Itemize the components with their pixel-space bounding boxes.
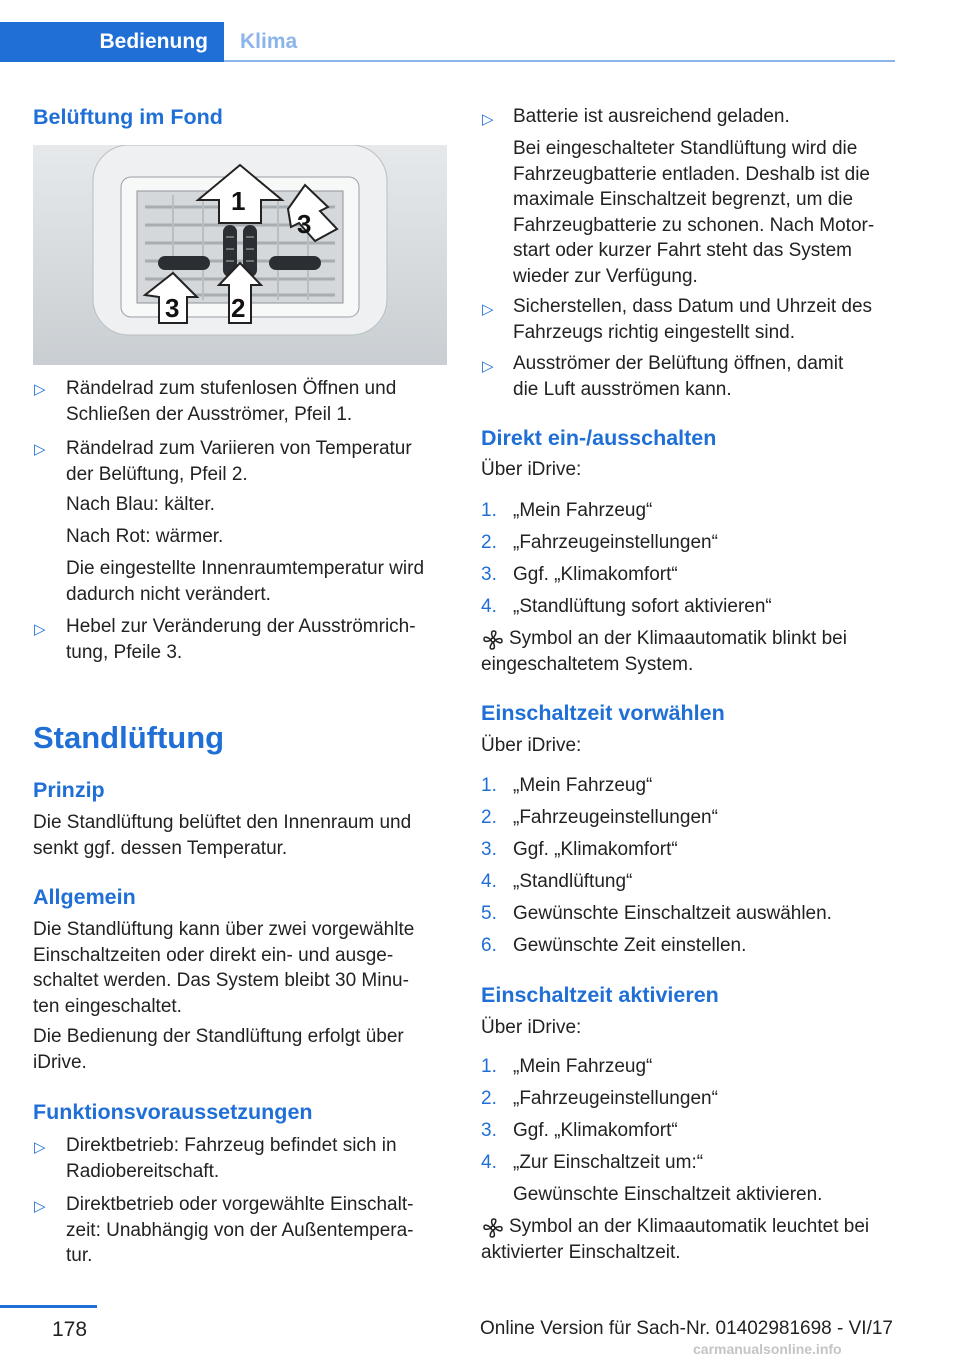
vorwaehlen-step-3: Ggf. „Klimakomfort“ (513, 839, 678, 860)
step-number: 4. (481, 1152, 497, 1173)
funktion-bullet-2: Direktbetrieb oder vorgewählte Einschalt‐ zeit: Unabhängig von der Außentempera‐ tur. (66, 1194, 414, 1266)
bullet-marker: ▷ (34, 1198, 46, 1215)
para-batterie-detail: Bei eingeschalteter Standlüftung wird die Fahrzeugbatterie entladen. Deshalb ist die maximale Einschaltzeit begrenzt, um die Fahrzeugbatterie zu schonen. Nach Motor‐ start oder kurzer Fahrt steht das System wieder zur Verfügung. (513, 138, 875, 287)
para-prinzip: Die Standlüftung belüftet den Innenraum und senkt ggf. dessen Temperatur. (33, 812, 412, 859)
direkt-note: Symbol an der Klimaautomatik blinkt bei eingeschaltetem System. (481, 628, 847, 675)
direkt-step-4: „Standlüftung sofort aktivieren“ (513, 596, 772, 617)
para-innen: Die eingestellte Innenraumtemperatur wird dadurch nicht verändert. (66, 558, 425, 605)
tab-bedienung[interactable]: Bedienung (0, 22, 224, 62)
para-rot: Nach Rot: wärmer. (66, 526, 224, 547)
para-blau: Nach Blau: kälter. (66, 494, 215, 515)
bullet-text-3: Hebel zur Veränderung der Ausströmrich‐ tung, Pfeile 3. (66, 616, 416, 663)
section-title-belueftung: Belüftung im Fond (33, 105, 223, 129)
step-number: 3. (481, 839, 497, 860)
aktivieren-intro: Über iDrive: (481, 1017, 582, 1038)
rear-vent-figure (33, 145, 447, 365)
figure-label-2: 2 (231, 293, 246, 323)
right-bullet-ausstroemer: Ausströmer der Belüftung öffnen, damit die Luft ausströmen kann. (513, 353, 844, 400)
watermark: carmanualsonline.info (693, 1341, 842, 1357)
vorwaehlen-step-6: Gewünschte Zeit einstellen. (513, 935, 747, 956)
bullet-marker: ▷ (482, 111, 494, 128)
figure-label-1: 1 (231, 186, 246, 216)
vorwaehlen-step-2: „Fahrzeugeinstellungen“ (513, 807, 718, 828)
bullet-marker: ▷ (482, 358, 494, 375)
title-standlueftung: Standlüftung (33, 720, 225, 755)
step-number: 3. (481, 1120, 497, 1141)
vorwaehlen-intro: Über iDrive: (481, 735, 582, 756)
step-number: 2. (481, 1088, 497, 1109)
step-number: 4. (481, 871, 497, 892)
step-number: 6. (481, 935, 497, 956)
step-number: 1. (481, 775, 497, 796)
heading-direkt: Direkt ein-/ausschalten (481, 426, 717, 450)
figure-label-3-left: 3 (165, 293, 180, 323)
footer-rule (0, 1305, 97, 1308)
heading-prinzip: Prinzip (33, 778, 105, 802)
direkt-step-3: Ggf. „Klimakomfort“ (513, 564, 678, 585)
funktion-bullet-1: Direktbetrieb: Fahrzeug befindet sich in Radiobereitschaft. (66, 1135, 397, 1182)
bullet-text-1: Rändelrad zum stufenlosen Öffnen und Schließen der Ausströmer, Pfeil 1. (66, 378, 397, 425)
heading-aktivieren: Einschaltzeit aktivieren (481, 983, 719, 1007)
vorwaehlen-step-5: Gewünschte Einschaltzeit auswählen. (513, 903, 832, 924)
step-number: 3. (481, 564, 497, 585)
step-number: 2. (481, 532, 497, 553)
direkt-step-2: „Fahrzeugeinstellungen“ (513, 532, 718, 553)
heading-funktionsvoraussetzungen: Funktionsvoraussetzungen (33, 1100, 313, 1124)
header-tabs (0, 0, 895, 62)
right-bullet-datum: Sicherstellen, dass Datum und Uhrzeit des Fahrzeugs richtig eingestellt sind. (513, 296, 873, 343)
aktivieren-step-2: „Fahrzeugeinstellungen“ (513, 1088, 718, 1109)
rear-vent-illustration (33, 145, 447, 365)
step-number: 2. (481, 807, 497, 828)
step-number: 4. (481, 596, 497, 617)
vorwaehlen-step-4: „Standlüftung“ (513, 871, 633, 892)
bullet-marker: ▷ (34, 441, 46, 458)
tab-klima[interactable]: Klima (240, 30, 298, 53)
step-number: 1. (481, 1056, 497, 1077)
bullet-text-2: Rändelrad zum Variieren von Temperatur der Belüftung, Pfeil 2. (66, 438, 412, 485)
bullet-marker: ▷ (34, 621, 46, 638)
aktivieren-step-1: „Mein Fahrzeug“ (513, 1056, 653, 1077)
figure-label-3-right: 3 (297, 209, 312, 239)
online-version-text: Online Version für Sach-Nr. 01402981698 - VI/17 (480, 1318, 893, 1339)
heading-vorwaehlen: Einschaltzeit vorwählen (481, 701, 725, 725)
page-number: 178 (52, 1318, 88, 1341)
para-allgemein: Die Standlüftung kann über zwei vorgewählte Einschaltzeiten oder direkt ein- und ausge‐ schaltet werden. Das System bleibt 30 Minu‐ ten eingeschaltet. (33, 919, 415, 1017)
bullet-marker: ▷ (34, 1139, 46, 1156)
vorwaehlen-step-1: „Mein Fahrzeug“ (513, 775, 653, 796)
header-rule (224, 60, 895, 62)
step-number: 5. (481, 903, 497, 924)
aktivieren-step-4: „Zur Einschaltzeit um:“ (513, 1152, 704, 1173)
aktivieren-note: Symbol an der Klimaautomatik leuchtet bei aktivierter Einschaltzeit. (481, 1216, 870, 1263)
direkt-step-1: „Mein Fahrzeug“ (513, 500, 653, 521)
step-number: 1. (481, 500, 497, 521)
para-bedienung: Die Bedienung der Standlüftung erfolgt über iDrive. (33, 1026, 404, 1073)
direkt-intro: Über iDrive: (481, 459, 582, 480)
aktivieren-step-3: Ggf. „Klimakomfort“ (513, 1120, 678, 1141)
bullet-marker: ▷ (482, 301, 494, 318)
bullet-marker: ▷ (34, 381, 46, 398)
heading-allgemein: Allgemein (33, 885, 136, 909)
aktivieren-sub: Gewünschte Einschaltzeit aktivieren. (513, 1184, 823, 1205)
right-bullet-batterie: Batterie ist ausreichend geladen. (513, 106, 790, 127)
